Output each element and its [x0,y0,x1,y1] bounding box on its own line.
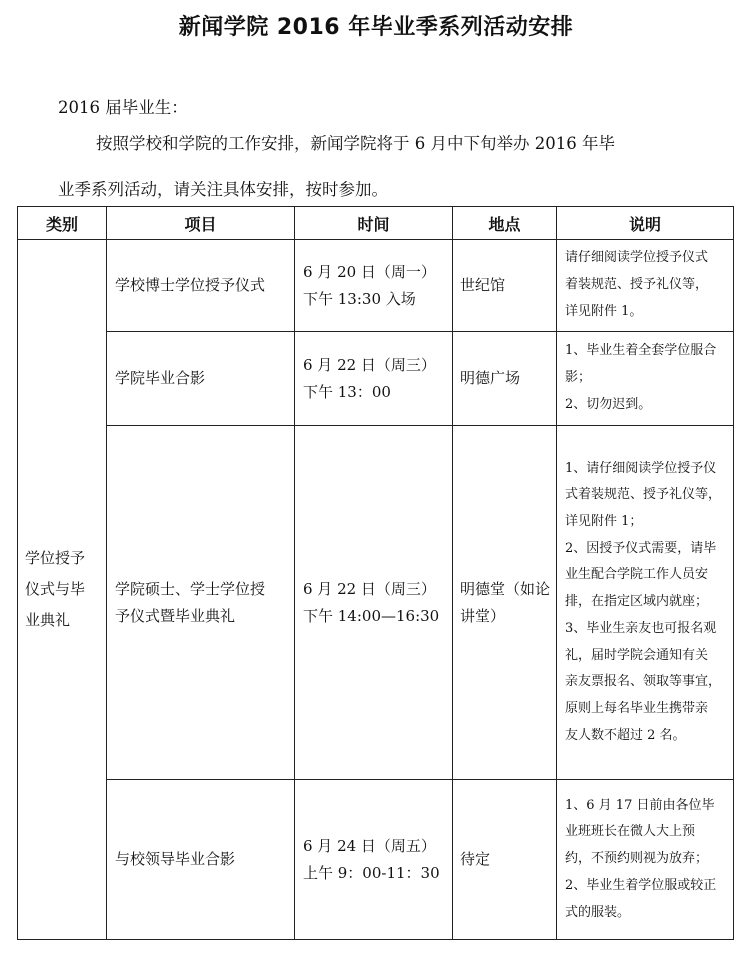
header-notes: 说明 [557,207,734,240]
note-line: 式着装规范、授予礼仪等， [565,487,722,503]
notes-cell [557,240,734,332]
table-row [18,426,734,780]
time-cell: 6 月 22 日（周三） 下午 13：00 [295,332,453,426]
note-line: 式的服装。 [565,904,631,920]
item-cell: 学院硕士、学士学位授 予仪式暨毕业典礼 [107,426,295,780]
header-category: 类别 [18,207,107,240]
table-row [18,780,734,940]
note-line: 1、毕业生着全套学位服合 [565,343,717,359]
note-line: 亲友票报名、领取等事宜， [565,674,722,690]
category-cell: 学位授予 仪式与毕 业典礼 [18,240,107,940]
header-place: 地点 [453,207,557,240]
notes-cell [557,332,734,426]
notes-cell [557,426,734,780]
time-cell: 6 月 22 日（周三） 下午 14:00—16:30 [295,426,453,780]
intro-line-1: 按照学校和学院的工作安排，新闻学院将于 6 月中下旬举办 2016 年毕 [96,134,615,153]
note-line: 排，在指定区域内就座； [565,594,709,610]
note-line: 2、因授予仪式需要，请毕 [565,540,717,556]
note-line: 详见附件 1； [565,514,643,530]
note-line: 请仔细阅读学位授予仪式 [565,250,709,266]
note-line: 1、6 月 17 日前由各位毕 [565,797,715,813]
table-row [18,240,734,332]
note-line: 着装规范、授予礼仪等， [565,277,709,293]
note-line: 原则上每名毕业生携带亲 [565,700,709,716]
schedule-table [17,206,734,940]
note-line: 3、毕业生亲友也可报名观 [565,620,717,636]
note-line: 详见附件 1。 [565,303,643,319]
item-cell: 学校博士学位授予仪式 [107,240,295,332]
place-cell: 明德堂（如论 讲堂） [453,426,557,780]
page-title: 新闻学院 2016 年毕业季系列活动安排 [178,15,574,40]
note-line: 业生配合学院工作人员安 [565,567,709,583]
place-cell: 世纪馆 [453,240,557,332]
table-row [18,332,734,426]
note-line: 礼，届时学院会通知有关 [565,647,709,663]
note-line: 约，不预约则视为放弃； [565,851,709,867]
time-cell: 6 月 24 日（周五） 上午 9：00-11：30 [295,780,453,940]
place-cell: 明德广场 [453,332,557,426]
note-line: 2、毕业生着学位服或较正 [565,877,717,893]
note-line: 2、切勿迟到。 [565,396,652,412]
item-cell: 学院毕业合影 [107,332,295,426]
note-line: 业班班长在微人大上预 [565,824,696,840]
time-cell: 6 月 20 日（周一） 下午 13:30 入场 [295,240,453,332]
note-line: 1、请仔细阅读学位授予仪 [565,460,717,476]
salutation: 2016 届毕业生： [58,98,188,117]
table-header-row [18,207,734,240]
place-cell: 待定 [453,780,557,940]
header-item: 项目 [107,207,295,240]
header-time: 时间 [295,207,453,240]
item-cell: 与校领导毕业合影 [107,780,295,940]
intro-line-2: 业季系列活动，请关注具体安排，按时参加。 [58,180,388,199]
note-line: 友人数不超过 2 名。 [565,727,686,743]
notes-cell [557,780,734,940]
note-line: 影； [565,370,592,386]
